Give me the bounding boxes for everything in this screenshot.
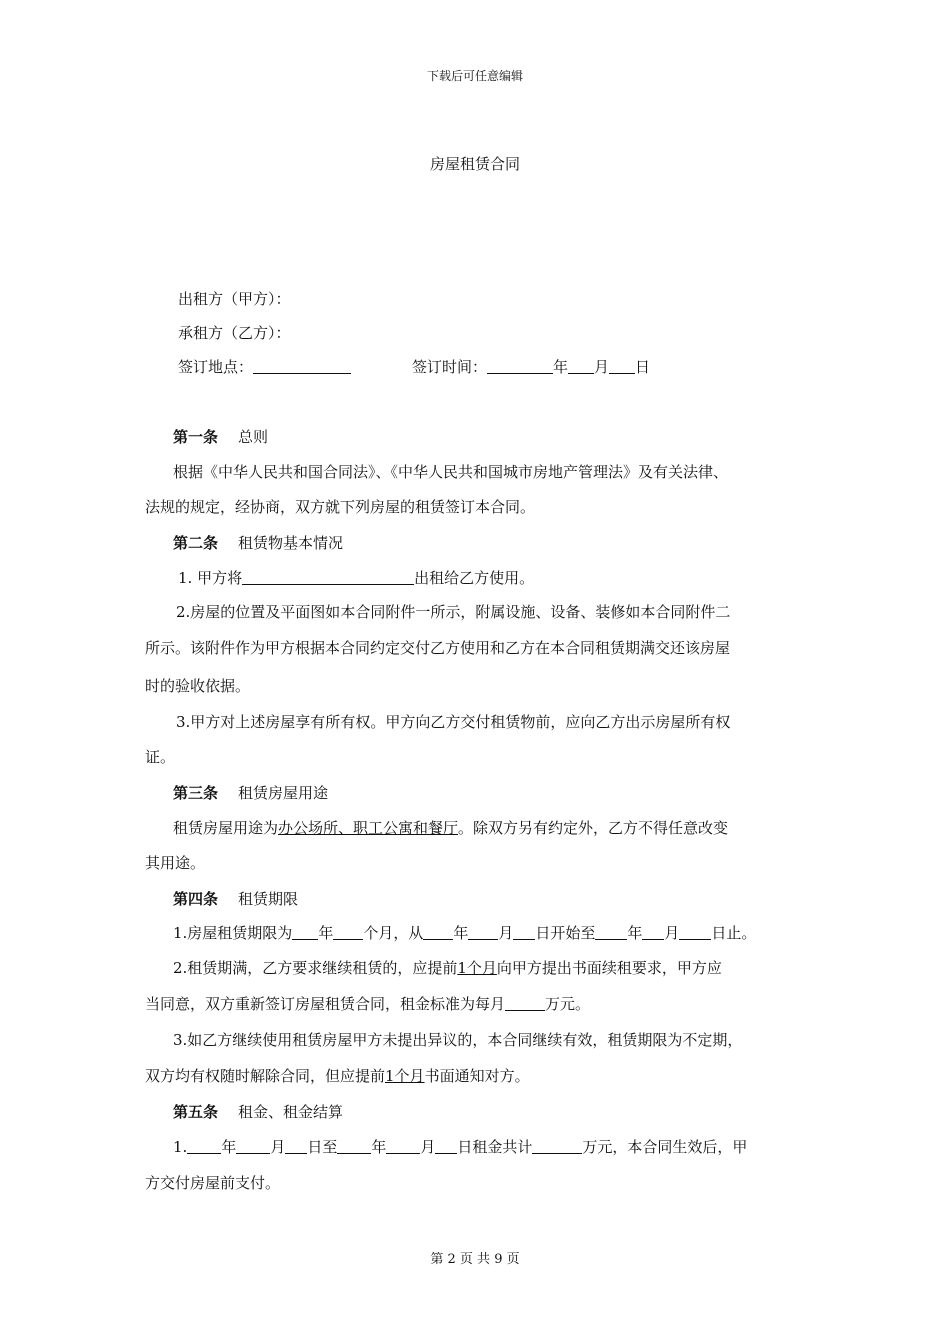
from-day-blank — [285, 1139, 307, 1154]
months-label: 个月，从 — [363, 924, 424, 942]
termination-text-tail: 书面通知对方。 — [424, 1067, 530, 1085]
article-2-title: 租赁物基本情况 — [238, 534, 344, 552]
year-label: 年 — [553, 358, 569, 376]
signing-place-label: 签订地点： — [178, 358, 254, 376]
end-month-blank — [642, 925, 664, 940]
article-5-number: 第五条 — [173, 1103, 219, 1121]
article-4-heading — [173, 888, 298, 909]
article-4-number: 第四条 — [173, 890, 219, 908]
rent-standard-text: 当同意，双方重新签订房屋租赁合同，租金标准为每月 — [145, 995, 506, 1013]
lease-term-text: 1.房屋租赁期限为 — [173, 924, 293, 942]
property-blank — [242, 570, 414, 585]
article-3-title: 租赁房屋用途 — [238, 784, 329, 802]
article-2-heading — [173, 532, 343, 553]
article-4-item-2-line-1 — [173, 957, 722, 978]
rent-period-prefix: 1. — [173, 1138, 188, 1156]
rent-total-tail: 万元，本合同生效后，甲 — [582, 1138, 748, 1156]
document-title: 房屋租赁合同 — [429, 155, 520, 173]
article-3-text-tail: 。除双方另有约定外，乙方不得任意改变 — [458, 819, 729, 837]
end-label: 日止。 — [711, 924, 757, 942]
article-5-item-1-line-2: 方交付房屋前支付。 — [145, 1174, 281, 1192]
page-footer: 第 2 页 共 9 页 — [430, 1252, 520, 1267]
article-4-title: 租赁期限 — [238, 890, 299, 908]
rent-total-blank — [532, 1139, 582, 1154]
page-header-note: 下载后可任意编辑 — [426, 69, 523, 83]
signing-place-line — [178, 356, 351, 377]
rent-total-label: 日租金共计 — [457, 1138, 533, 1156]
termination-notice-period: 1个月 — [385, 1067, 425, 1085]
article-3-paragraph-line-2: 其用途。 — [145, 854, 206, 872]
termination-text: 双方均有权随时解除合同，但应提前 — [145, 1067, 386, 1085]
signing-month-blank — [568, 359, 594, 374]
signing-time-line — [412, 356, 650, 377]
signing-place-blank — [253, 359, 351, 374]
from-month-blank — [236, 1139, 270, 1154]
article-2-item-1-tail: 出租给乙方使用。 — [414, 569, 535, 587]
article-1-title: 总则 — [238, 428, 269, 446]
article-4-item-2-line-2 — [145, 993, 590, 1014]
month-label: 月 — [270, 1138, 286, 1156]
renewal-text-tail: 向甲方提出书面续租要求，甲方应 — [496, 959, 722, 977]
article-4-item-3-line-2 — [145, 1065, 530, 1086]
month-label: 月 — [664, 924, 680, 942]
monthly-rent-blank — [505, 996, 545, 1011]
year-label: 年 — [627, 924, 643, 942]
to-year-blank — [337, 1139, 371, 1154]
article-3-paragraph-line-1 — [173, 817, 728, 838]
start-year-blank — [423, 925, 453, 940]
article-1-heading — [173, 426, 268, 447]
year-label: 年 — [221, 1138, 237, 1156]
to-label: 日至 — [307, 1138, 338, 1156]
start-day-label: 日开始至 — [535, 924, 596, 942]
article-2-item-2-line-3: 时的验收依据。 — [145, 677, 251, 695]
article-3-heading — [173, 782, 328, 803]
article-2-item-3-line-2: 证。 — [145, 748, 176, 766]
signing-day-blank — [609, 359, 635, 374]
article-5-heading — [173, 1101, 343, 1122]
article-2-item-1-text: 1. 甲方将 — [178, 569, 243, 587]
renewal-notice-period: 1个月 — [457, 959, 497, 977]
start-month-blank — [468, 925, 498, 940]
from-year-blank — [187, 1139, 221, 1154]
renewal-text: 2.租赁期满，乙方要求继续租赁的，应提前 — [173, 959, 458, 977]
lessee-line: 承租方（乙方）： — [178, 324, 291, 342]
article-5-item-1-line-1 — [173, 1136, 747, 1157]
signing-time-label: 签订时间： — [412, 358, 488, 376]
article-1-paragraph-line-2: 法规的规定，经协商，双方就下列房屋的租赁签订本合同。 — [145, 498, 536, 516]
term-months-blank — [333, 925, 363, 940]
to-day-blank — [435, 1139, 457, 1154]
article-2-number: 第二条 — [173, 534, 219, 552]
article-2-item-1 — [178, 567, 534, 588]
month-label: 月 — [420, 1138, 436, 1156]
article-2-item-2-line-1: 2.房屋的位置及平面图如本合同附件一所示，附属设施、设备、装修如本合同附件二 — [176, 603, 731, 621]
article-5-title: 租金、租金结算 — [238, 1103, 344, 1121]
year-label: 年 — [453, 924, 469, 942]
article-2-item-2-line-2: 所示。该附件作为甲方根据本合同约定交付乙方使用和乙方在本合同租赁期满交还该房屋 — [145, 639, 731, 657]
article-4-item-3-line-1: 3.如乙方继续使用租赁房屋甲方未提出异议的，本合同继续有效，租赁期限为不定期， — [173, 1031, 743, 1049]
end-day-blank — [679, 925, 711, 940]
year-label: 年 — [318, 924, 334, 942]
month-label: 月 — [594, 358, 610, 376]
start-day-blank — [513, 925, 535, 940]
article-1-number: 第一条 — [173, 428, 219, 446]
to-month-blank — [386, 1139, 420, 1154]
article-1-paragraph-line-1: 根据《中华人民共和国合同法》、《中华人民共和国城市房地产管理法》及有关法律、 — [173, 463, 729, 481]
article-3-number: 第三条 — [173, 784, 219, 802]
lessor-line: 出租方（甲方）： — [178, 290, 291, 308]
rent-unit: 万元。 — [545, 995, 591, 1013]
term-years-blank — [292, 925, 318, 940]
article-3-text: 租赁房屋用途为 — [173, 819, 279, 837]
month-label: 月 — [498, 924, 514, 942]
article-2-item-3-line-1: 3.甲方对上述房屋享有所有权。甲方向乙方交付租赁物前，应向乙方出示房屋所有权 — [176, 713, 731, 731]
end-year-blank — [595, 925, 627, 940]
day-label: 日 — [635, 358, 651, 376]
year-label: 年 — [371, 1138, 387, 1156]
article-4-item-1 — [173, 922, 756, 943]
article-3-usage: 办公场所、职工公寓和餐厅 — [278, 819, 459, 837]
signing-year-blank — [487, 359, 553, 374]
